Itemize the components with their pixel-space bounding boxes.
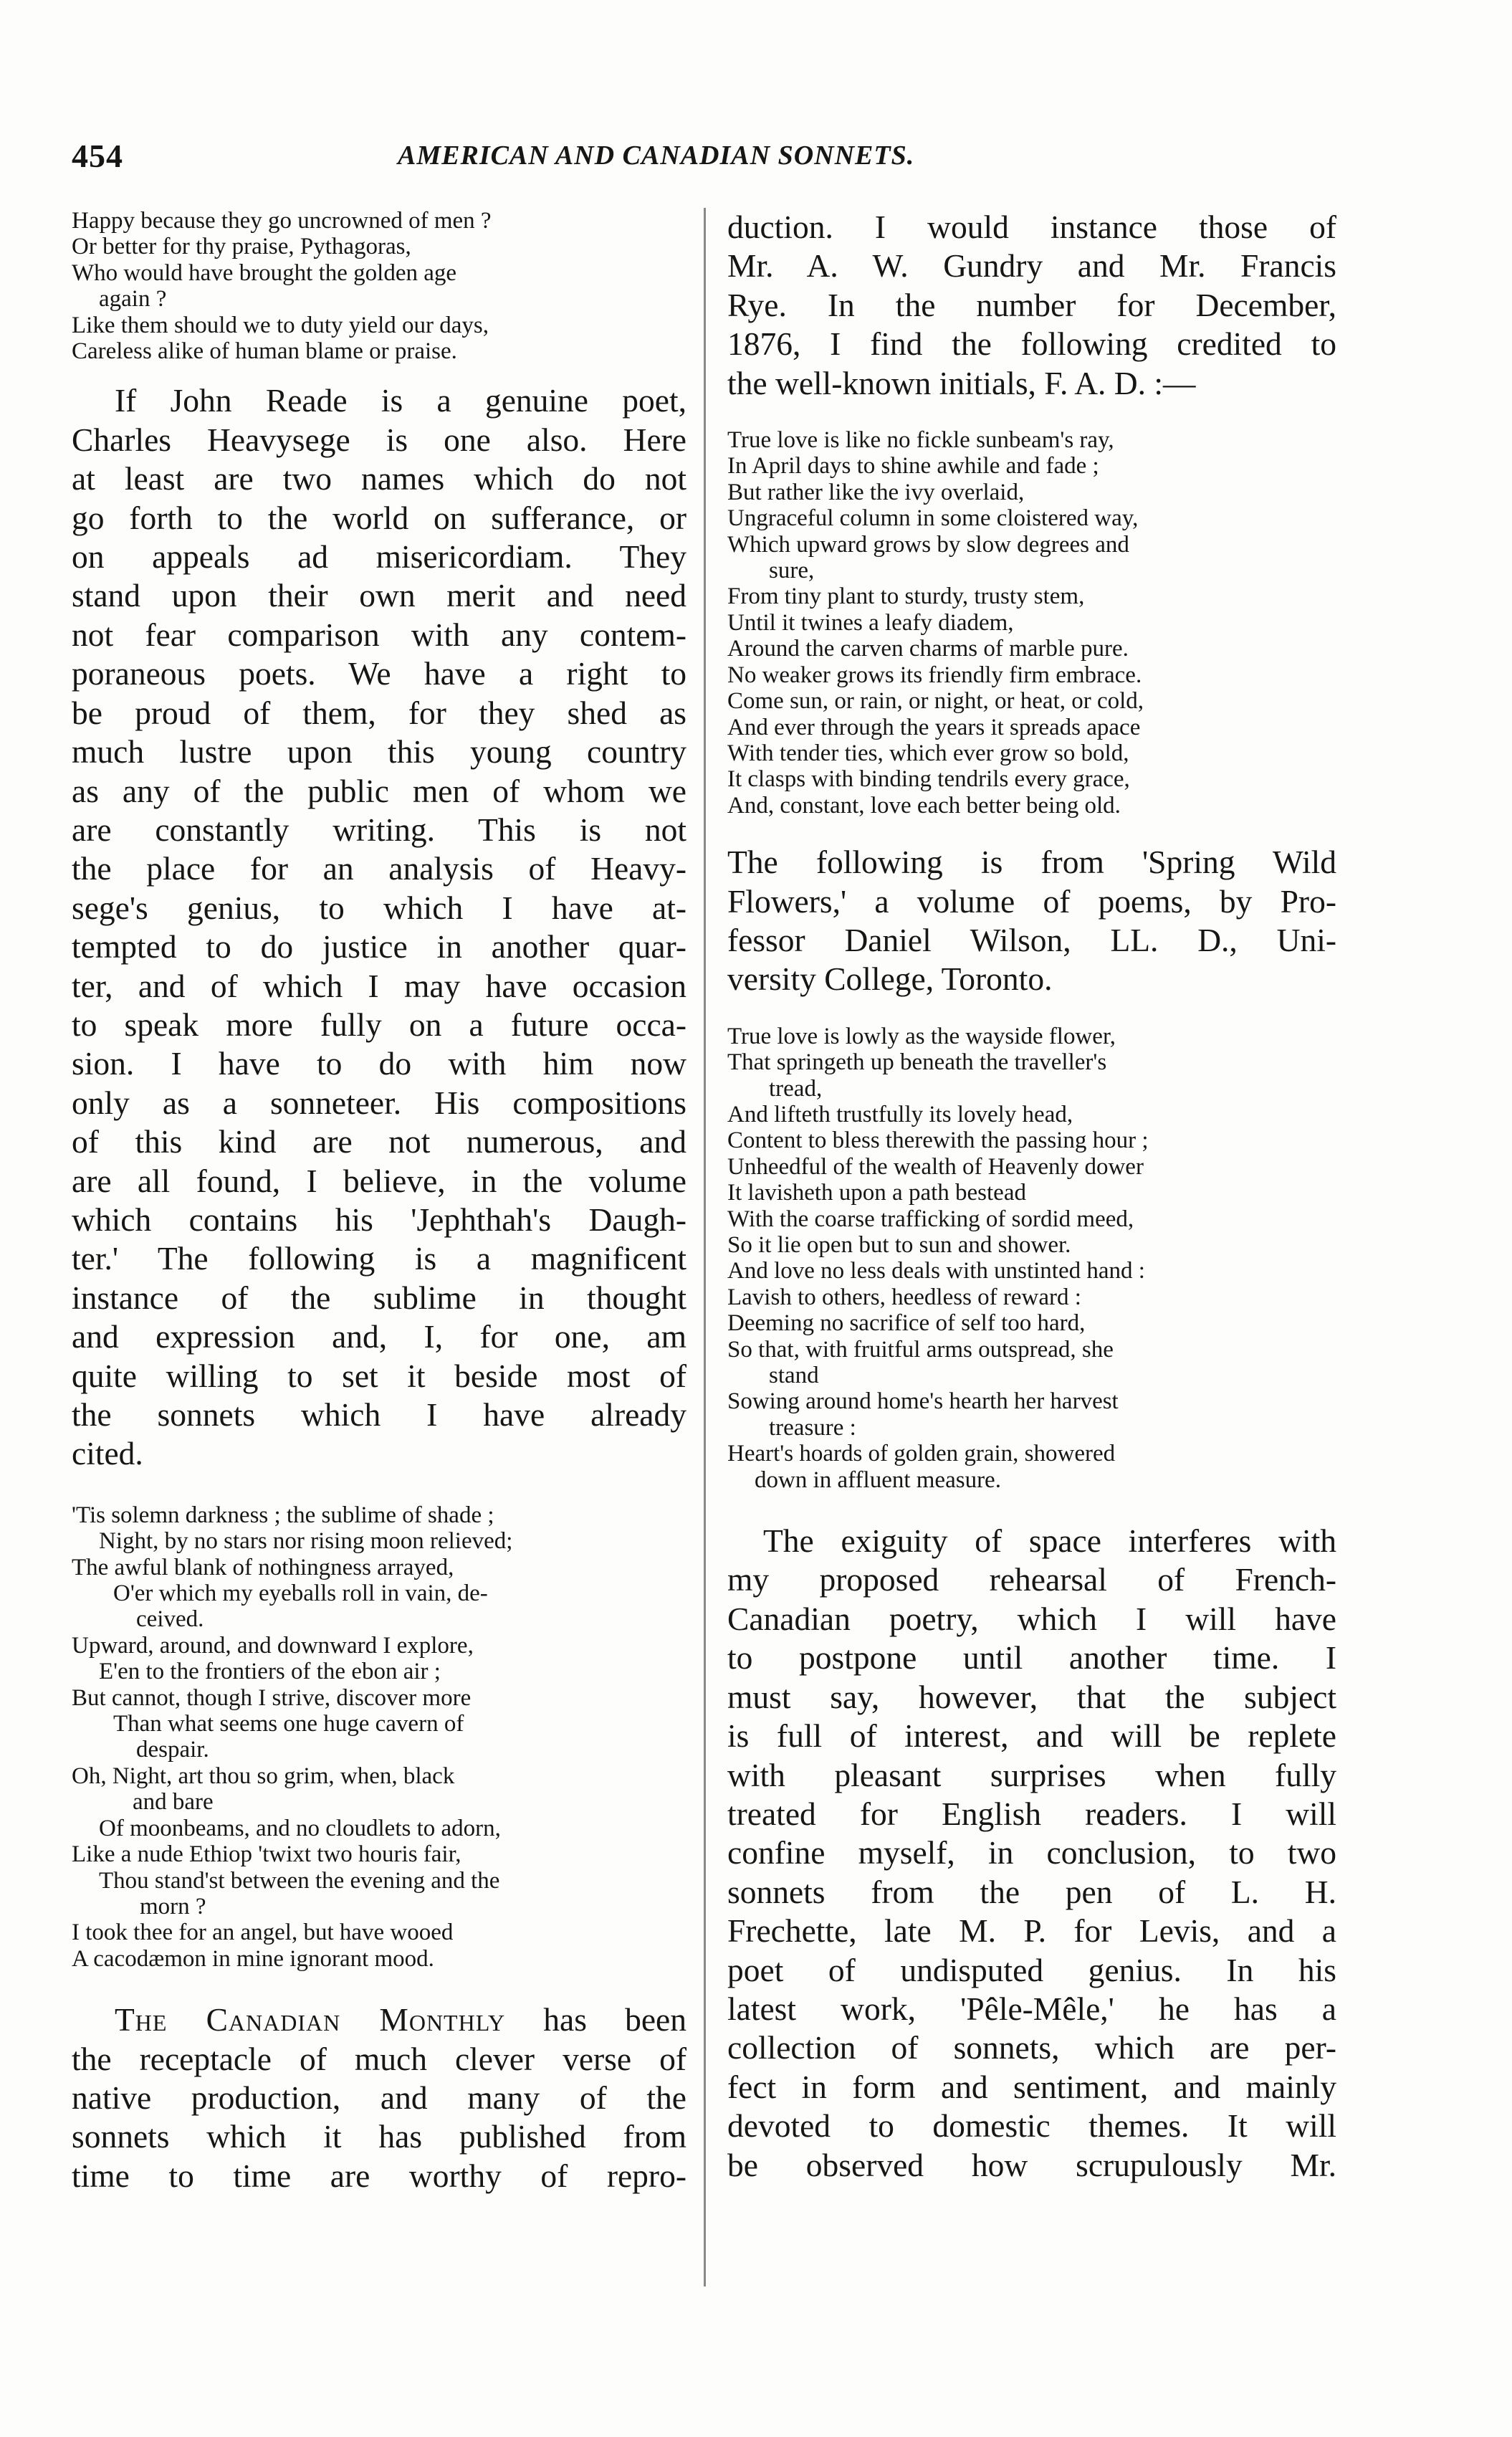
paragraph-canadian-monthly bbox=[72, 2000, 686, 2195]
verse-line: With the coarse trafficking of sordid meed, bbox=[727, 1206, 1134, 1232]
prose-line: Flowers,' a volume of poems, by Pro- bbox=[727, 882, 1336, 920]
verse-line: Like a nude Ethiop 'twixt two houris fair, bbox=[72, 1841, 461, 1868]
paragraph-wilson bbox=[727, 843, 1336, 999]
prose-line: not fear comparison with any contem- bbox=[72, 616, 686, 653]
prose-line: on appeals ad misericordiam. They bbox=[72, 538, 686, 576]
prose-line: cited. bbox=[72, 1435, 143, 1472]
paragraph-exiguity bbox=[727, 1522, 1336, 2185]
verse-line: It clasps with binding tendrils every grace, bbox=[727, 766, 1130, 793]
verse-line: But rather like the ivy overlaid, bbox=[727, 479, 1025, 505]
prose-line: native production, and many of the bbox=[72, 2079, 686, 2116]
prose-line: with pleasant surprises when fully bbox=[727, 1756, 1336, 1793]
page-number: 454 bbox=[72, 138, 123, 174]
verse-line: stand bbox=[769, 1363, 819, 1389]
verse-line: sure, bbox=[769, 558, 815, 584]
prose-line: the place for an analysis of Heavy- bbox=[72, 850, 686, 887]
prose-line: Canadian poetry, which I will have bbox=[727, 1600, 1336, 1637]
verse-line: Or better for thy praise, Pythagoras, bbox=[72, 234, 411, 260]
verse-line: Happy because they go uncrowned of men ? bbox=[72, 208, 492, 234]
prose-line: must say, however, that the subject bbox=[727, 1678, 1336, 1715]
prose-line: fect in form and sentiment, and mainly bbox=[727, 2068, 1336, 2105]
verse-line: True love is lowly as the wayside flower, bbox=[727, 1023, 1116, 1049]
prose-line: and expression and, I, for one, am bbox=[72, 1318, 686, 1355]
prose-line: the receptacle of much clever verse of bbox=[72, 2040, 686, 2077]
prose-line: Charles Heavysege is one also. Here bbox=[72, 421, 686, 458]
verse-line: O'er which my eyeballs roll in vain, de- bbox=[113, 1580, 488, 1607]
verse-line: It lavisheth upon a path bestead bbox=[727, 1180, 1026, 1206]
prose-line: as any of the public men of whom we bbox=[72, 772, 686, 809]
prose-line: The following is from 'Spring Wild bbox=[727, 844, 1336, 881]
prose-line: the well-known initials, F. A. D. :— bbox=[727, 364, 1196, 401]
verse-line: That springeth up beneath the traveller's bbox=[727, 1049, 1107, 1076]
verse-line: Lavish to others, heedless of reward : bbox=[727, 1284, 1081, 1310]
verse-line: Like them should we to duty yield our days, bbox=[72, 312, 489, 338]
prose-line: tempted to do justice in another quar- bbox=[72, 928, 686, 965]
prose-line: sonnets which it has published from bbox=[72, 2118, 686, 2155]
verse-line: From tiny plant to sturdy, trusty stem, bbox=[727, 583, 1085, 610]
prose-line: at least are two names which do not bbox=[72, 460, 686, 497]
verse-line: But cannot, though I strive, discover more bbox=[72, 1684, 472, 1711]
verse-line: True love is like no fickle sunbeam's ray, bbox=[727, 427, 1114, 454]
prose-line: poet of undisputed genius. In his bbox=[727, 1951, 1336, 1988]
prose-line: Frechette, late M. P. for Levis, and a bbox=[727, 1912, 1336, 1950]
prose-line: is full of interest, and will be replete bbox=[727, 1717, 1336, 1755]
paragraph-gundry-rye bbox=[727, 208, 1336, 403]
verse-line: Night, by no stars nor rising moon relieved; bbox=[99, 1528, 513, 1555]
verse-line: And, constant, love each better being old. bbox=[727, 792, 1121, 819]
prose-line: Rye. In the number for December, bbox=[727, 286, 1336, 323]
prose-line: stand upon their own merit and need bbox=[72, 577, 686, 614]
prose-line: The exiguity of space interferes with bbox=[763, 1522, 1336, 1560]
poem-true-love-ivy bbox=[727, 427, 1336, 819]
verse-line: So it lie open but to sun and shower. bbox=[727, 1232, 1071, 1258]
right-column bbox=[727, 208, 1336, 2185]
poem-true-love-wayside bbox=[727, 1024, 1336, 1493]
verse-line: So that, with fruitful arms outspread, she bbox=[727, 1336, 1114, 1363]
verse-line: Ungraceful column in some cloistered way, bbox=[727, 505, 1139, 532]
prose-line: of this kind are not numerous, and bbox=[72, 1123, 686, 1160]
prose-line bbox=[72, 2000, 686, 2039]
column-divider bbox=[704, 208, 706, 2286]
paragraph-heavysege bbox=[72, 381, 686, 1473]
verse-line: I took thee for an angel, but have wooed bbox=[72, 1919, 454, 1946]
verse-line: Around the carven charms of marble pure. bbox=[727, 636, 1129, 662]
verse-line: Careless alike of human blame or praise. bbox=[72, 338, 457, 365]
prose-line: the sonnets which I have already bbox=[72, 1396, 686, 1433]
prose-line: are all found, I believe, in the volume bbox=[72, 1162, 686, 1199]
verse-line: treasure : bbox=[769, 1414, 856, 1441]
running-head: AMERICAN AND CANADIAN SONNETS. bbox=[398, 140, 915, 171]
prose-line: are constantly writing. This is not bbox=[72, 811, 686, 848]
prose-line: go forth to the world on sufferance, or bbox=[72, 499, 686, 536]
prose-line: be observed how scrupulously Mr. bbox=[727, 2146, 1336, 2183]
prose-line: treated for English readers. I will bbox=[727, 1795, 1336, 1832]
prose-line: to speak more fully on a future occa- bbox=[72, 1006, 686, 1043]
prose-fragment: has been bbox=[505, 2001, 686, 2038]
prose-line: ter, and of which I may have occasion bbox=[72, 967, 686, 1004]
prose-line: confine myself, in conclusion, to two bbox=[727, 1834, 1336, 1871]
verse-line: Heart's hoards of golden grain, showered bbox=[727, 1441, 1116, 1467]
prose-line: which contains his 'Jephthah's Daugh- bbox=[72, 1201, 686, 1238]
prose-line: sion. I have to do with him now bbox=[72, 1045, 686, 1082]
prose-line: devoted to domestic themes. It will bbox=[727, 2107, 1336, 2145]
prose-line: sonnets from the pen of L. H. bbox=[727, 1873, 1336, 1910]
prose-line: 1876, I find the following credited to bbox=[727, 325, 1336, 363]
verse-line: Than what seems one huge cavern of bbox=[113, 1711, 464, 1737]
verse-line: down in affluent measure. bbox=[755, 1467, 1001, 1493]
verse-line: Unheedful of the wealth of Heavenly dower bbox=[727, 1153, 1144, 1180]
prose-line: quite willing to set it beside most of bbox=[72, 1357, 686, 1394]
verse-line: The awful blank of nothingness arrayed, bbox=[72, 1554, 454, 1580]
verse-line: Sowing around home's hearth her harvest bbox=[727, 1388, 1119, 1415]
page-header bbox=[72, 133, 1333, 190]
verse-line: 'Tis solemn darkness ; the sublime of shade ; bbox=[72, 1502, 494, 1528]
verse-line: Who would have brought the golden age bbox=[72, 259, 457, 286]
prose-line: sege's genius, to which I have at- bbox=[72, 889, 686, 926]
verse-line: and bare bbox=[133, 1789, 214, 1816]
prose-line: time to time are worthy of repro- bbox=[72, 2157, 686, 2194]
prose-line: Mr. A. W. Gundry and Mr. Francis bbox=[727, 247, 1336, 285]
prose-line: only as a sonneteer. His compositions bbox=[72, 1084, 686, 1121]
prose-line: much lustre upon this young country bbox=[72, 733, 686, 771]
poem-pythagoras bbox=[72, 208, 686, 364]
prose-line: duction. I would instance those of bbox=[727, 209, 1336, 245]
verse-line: Upward, around, and downward I explore, bbox=[72, 1632, 474, 1659]
prose-line: ter.' The following is a magnificent bbox=[72, 1240, 686, 1277]
verse-line: again ? bbox=[99, 286, 167, 313]
verse-line: Until it twines a leafy diadem, bbox=[727, 609, 1014, 636]
prose-line: poraneous poets. We have a right to bbox=[72, 655, 686, 692]
verse-line: Come sun, or rain, or night, or heat, or cold, bbox=[727, 688, 1144, 715]
verse-line: ceived. bbox=[136, 1606, 204, 1633]
verse-line: Content to bless therewith the passing hour ; bbox=[727, 1127, 1149, 1154]
verse-line: tread, bbox=[769, 1075, 823, 1102]
verse-line: morn ? bbox=[140, 1893, 206, 1919]
verse-line: Thou stand'st between the evening and the bbox=[99, 1867, 500, 1894]
verse-line: A cacodæmon in mine ignorant mood. bbox=[72, 1945, 434, 1972]
prose-line: instance of the sublime in thought bbox=[72, 1279, 686, 1316]
prose-line: to postpone until another time. I bbox=[727, 1639, 1336, 1677]
prose-line: latest work, 'Pêle-Mêle,' he has a bbox=[727, 1990, 1336, 2027]
verse-line: No weaker grows its friendly firm embrace. bbox=[727, 662, 1142, 688]
prose-line: be proud of them, for they shed as bbox=[72, 694, 686, 731]
verse-line: Of moonbeams, and no cloudlets to adorn, bbox=[99, 1815, 501, 1841]
verse-line: E'en to the frontiers of the ebon air ; bbox=[99, 1659, 441, 1685]
journal-title: The Canadian Monthly bbox=[115, 2001, 506, 2038]
verse-line: despair. bbox=[136, 1737, 209, 1763]
prose-line: If John Reade is a genuine poet, bbox=[115, 382, 686, 419]
verse-line: Oh, Night, art thou so grim, when, black bbox=[72, 1763, 455, 1789]
verse-line: Deeming no sacrifice of self too hard, bbox=[727, 1310, 1086, 1337]
verse-line: With tender ties, which ever grow so bold, bbox=[727, 740, 1129, 766]
prose-line: collection of sonnets, which are per- bbox=[727, 2029, 1336, 2066]
verse-line: And lifteth trustfully its lovely head, bbox=[727, 1101, 1073, 1127]
verse-line: In April days to shine awhile and fade ; bbox=[727, 453, 1099, 480]
prose-line: versity College, Toronto. bbox=[727, 960, 1053, 998]
verse-line: Which upward grows by slow degrees and bbox=[727, 531, 1129, 558]
verse-line: And love no less deals with unstinted hand : bbox=[727, 1258, 1145, 1284]
prose-line: fessor Daniel Wilson, LL. D., Uni- bbox=[727, 921, 1336, 958]
prose-line: my proposed rehearsal of French- bbox=[727, 1561, 1336, 1598]
left-column bbox=[72, 208, 686, 2195]
verse-line: And ever through the years it spreads apace bbox=[727, 714, 1141, 740]
poem-night bbox=[72, 1502, 686, 1972]
